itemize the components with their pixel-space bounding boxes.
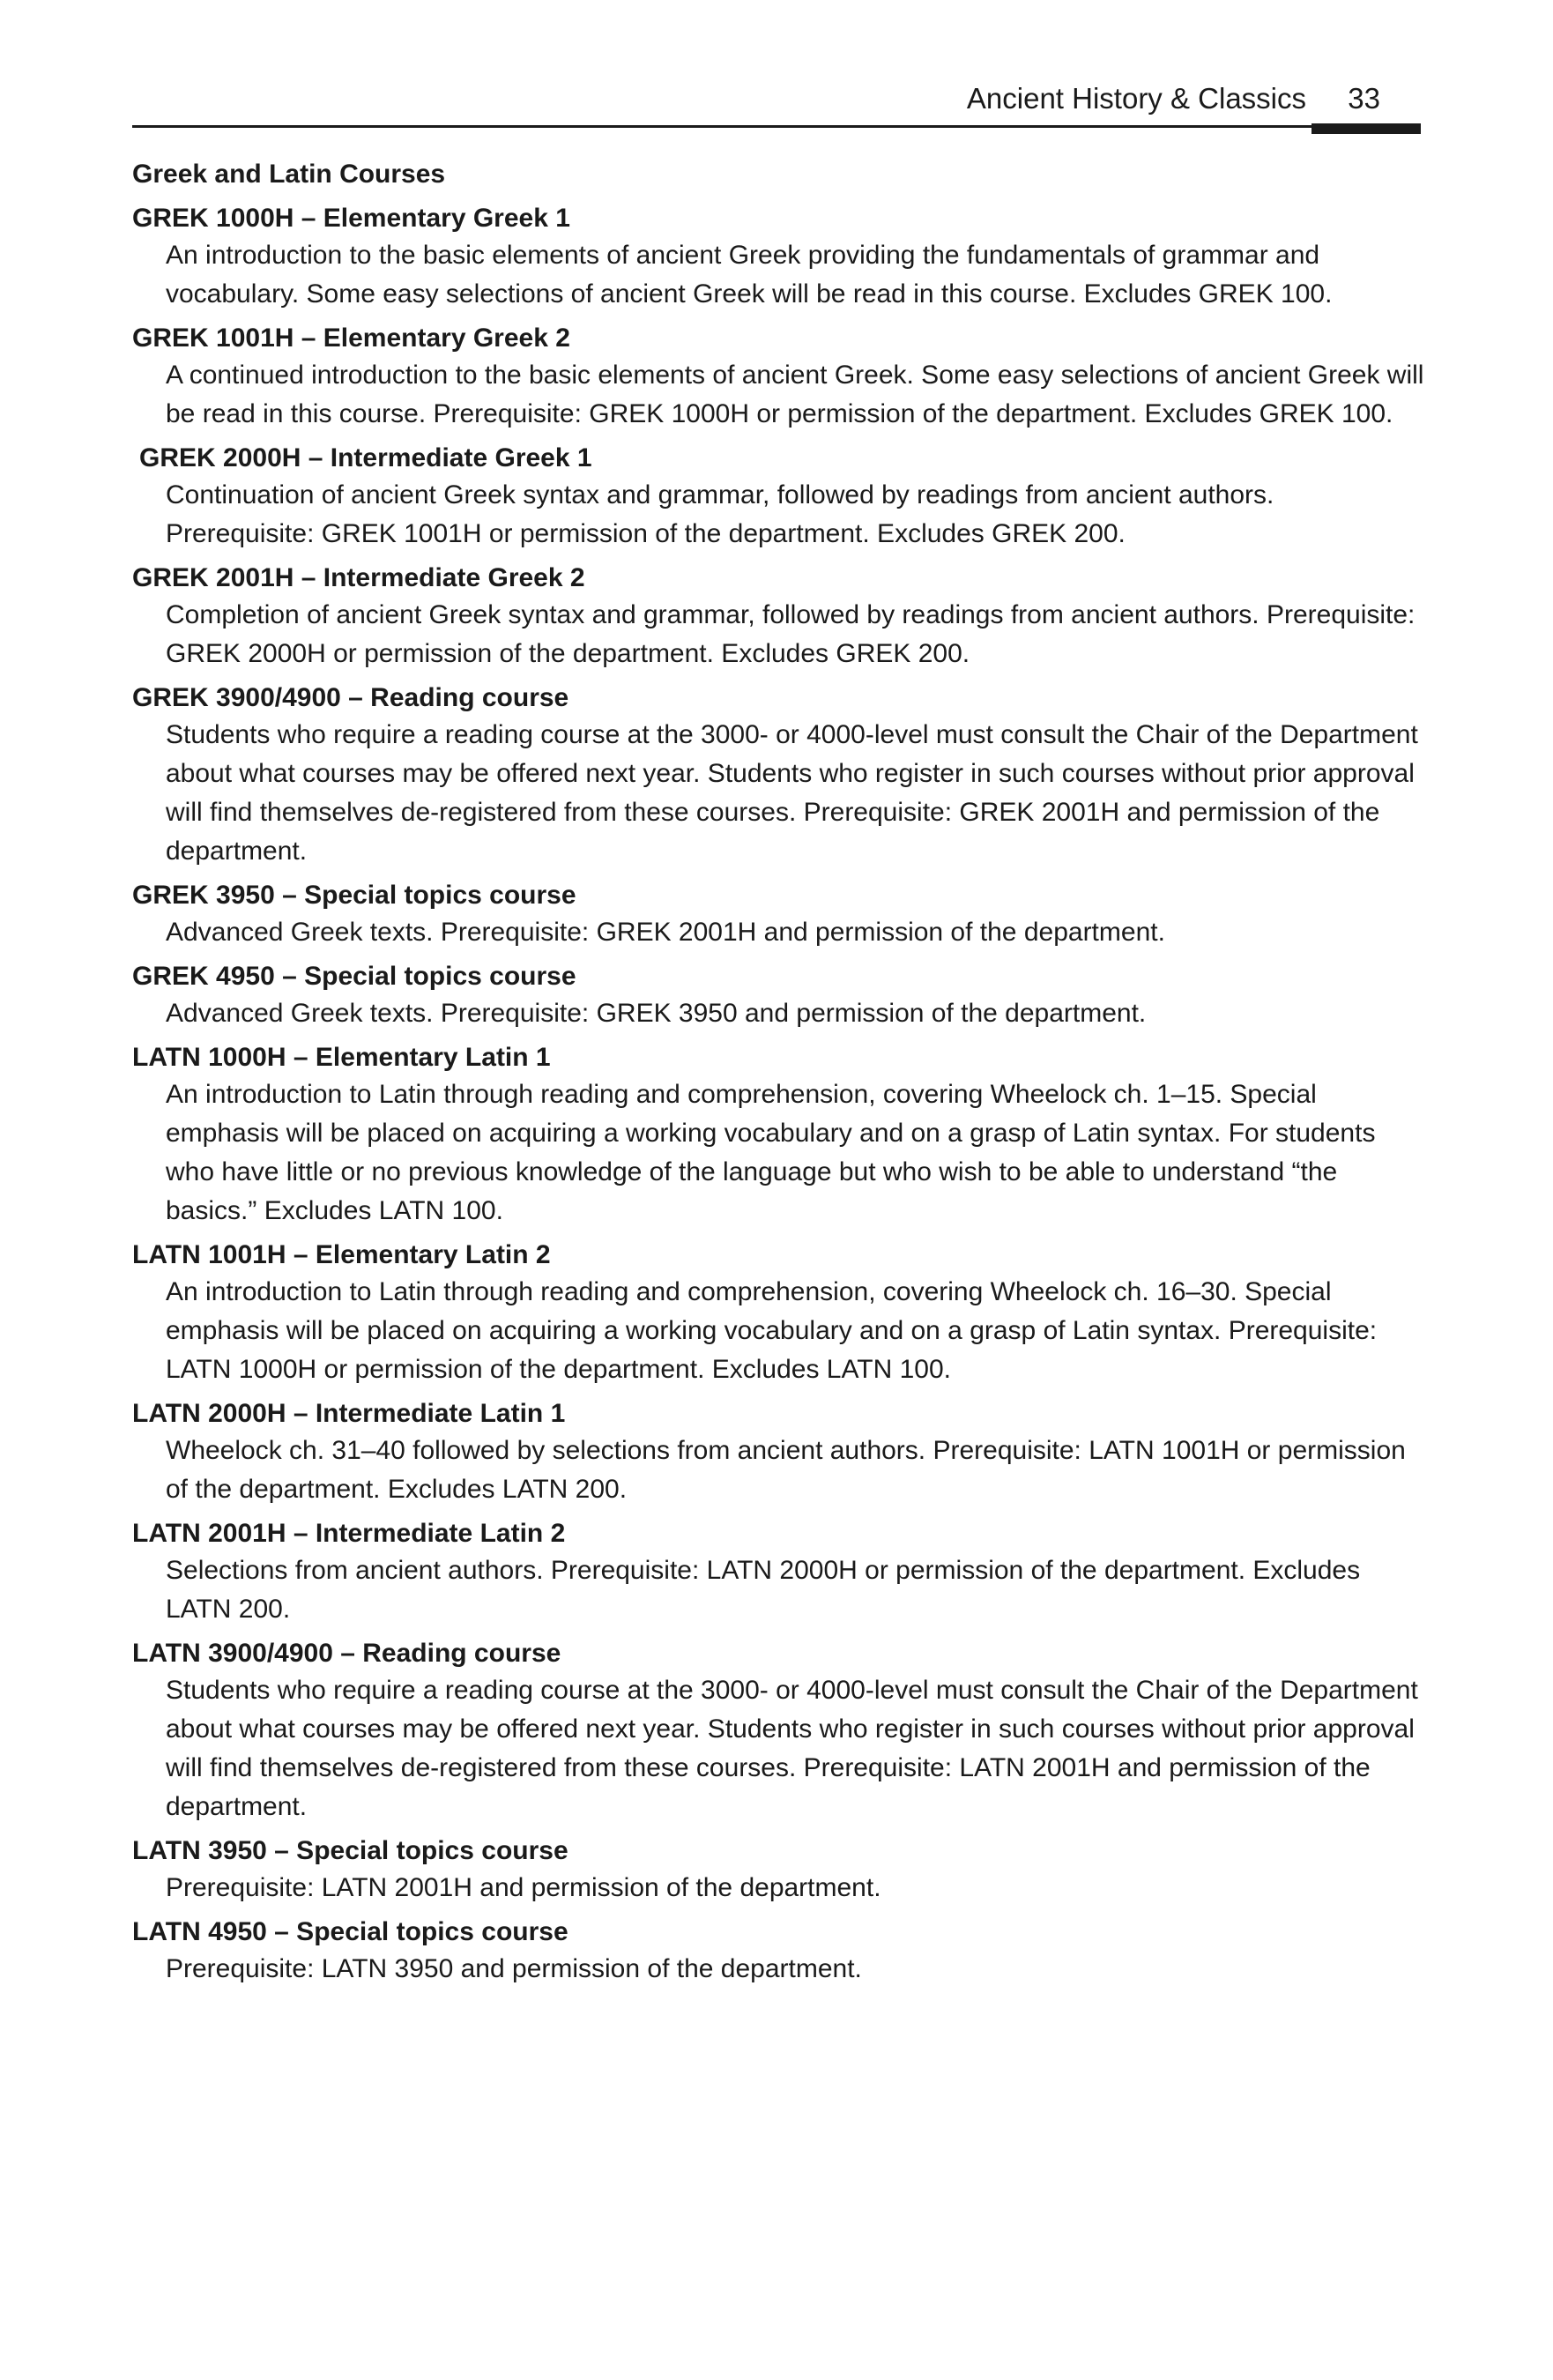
course-description: A continued introduction to the basic elements of ancient Greek. Some easy selections of ancient Greek will be read in this course. Prerequisite: GREK 1000H or permission of the department. Excludes GREK 100. xyxy=(166,361,1424,428)
running-header-title: Ancient History & Classics xyxy=(966,82,1306,115)
course-entry xyxy=(132,1915,1428,1989)
course-title: GREK 4950 – Special topics course xyxy=(132,962,576,991)
course-title: LATN 2000H – Intermediate Latin 1 xyxy=(132,1399,566,1428)
course-description: Students who require a reading course at the 3000- or 4000-level must consult the Chair of the Department about what courses may be offered next year. Students who register in such courses without prior approval will find themselves de-registered from these courses. Prerequisite: LATN 2001H and permission of the department. xyxy=(166,1676,1418,1821)
page-header xyxy=(132,76,1419,128)
course-entry xyxy=(132,441,1428,554)
course-title: GREK 3950 – Special topics course xyxy=(132,881,576,910)
section-heading: Greek and Latin Courses xyxy=(132,160,446,189)
course-description: An introduction to Latin through reading and comprehension, covering Wheelock ch. 1–15. Special emphasis will be placed on acquiring a working vocabulary and on a grasp of Latin syntax. For students who have little or no previous knowledge of the language but who wish to be able to understand “the basics.” Excludes LATN 100. xyxy=(166,1080,1376,1225)
course-entry xyxy=(132,1396,1428,1509)
course-listing xyxy=(132,157,1428,1996)
course-entry xyxy=(132,1040,1428,1231)
course-title: LATN 1001H – Elementary Latin 2 xyxy=(132,1240,551,1269)
course-description: An introduction to the basic elements of ancient Greek providing the fundamentals of grammar and vocabulary. Some easy selections of ancient Greek will be read in this course. Excludes GREK 100. xyxy=(166,241,1333,309)
course-title: LATN 3950 – Special topics course xyxy=(132,1836,568,1865)
course-entry xyxy=(132,201,1428,314)
course-entry xyxy=(132,959,1428,1033)
course-description: An introduction to Latin through reading and comprehension, covering Wheelock ch. 16–30. Special emphasis will be placed on acquiring a working vocabulary and on a grasp of Latin syntax. Prerequisite: LATN 1000H or permission of the department. Excludes LATN 100. xyxy=(166,1277,1378,1384)
course-title: GREK 3900/4900 – Reading course xyxy=(132,683,569,712)
course-description: Continuation of ancient Greek syntax and grammar, followed by readings from ancient authors. Prerequisite: GREK 1001H or permission of the department. Excludes GREK 200. xyxy=(166,480,1274,548)
course-description: Advanced Greek texts. Prerequisite: GREK 2001H and permission of the department. xyxy=(166,918,1165,947)
course-entry xyxy=(132,561,1428,673)
course-title: GREK 2000H – Intermediate Greek 1 xyxy=(139,443,592,472)
course-title: LATN 4950 – Special topics course xyxy=(132,1917,568,1946)
course-entry xyxy=(132,1636,1428,1826)
course-description: Selections from ancient authors. Prerequisite: LATN 2000H or permission of the department. Excludes LATN 200. xyxy=(166,1556,1361,1624)
course-entry xyxy=(132,878,1428,952)
course-description: Advanced Greek texts. Prerequisite: GREK 3950 and permission of the department. xyxy=(166,999,1147,1028)
course-description: Completion of ancient Greek syntax and grammar, followed by readings from ancient authors. Prerequisite: GREK 2000H or permission of the department. Excludes GREK 200. xyxy=(166,600,1416,668)
course-entry xyxy=(132,1238,1428,1389)
course-title: GREK 2001H – Intermediate Greek 2 xyxy=(132,563,585,592)
course-entry xyxy=(132,321,1428,434)
course-title: LATN 3900/4900 – Reading course xyxy=(132,1639,561,1668)
course-description: Prerequisite: LATN 2001H and permission of the department. xyxy=(166,1873,881,1902)
course-entry xyxy=(132,681,1428,871)
course-description: Wheelock ch. 31–40 followed by selections from ancient authors. Prerequisite: LATN 1001H or permission of the department. Excludes LATN 200. xyxy=(166,1436,1406,1504)
course-description: Prerequisite: LATN 3950 and permission of the department. xyxy=(166,1954,862,1983)
course-entry xyxy=(132,1516,1428,1629)
course-entry xyxy=(132,1833,1428,1908)
course-title: LATN 2001H – Intermediate Latin 2 xyxy=(132,1519,566,1548)
course-title: GREK 1000H – Elementary Greek 1 xyxy=(132,204,570,233)
course-title: LATN 1000H – Elementary Latin 1 xyxy=(132,1043,551,1072)
course-description: Students who require a reading course at the 3000- or 4000-level must consult the Chair of the Department about what courses may be offered next year. Students who register in such courses without prior approval will find themselves de-registered from these courses. Prerequisite: GREK 2001H and permission of the department. xyxy=(166,720,1418,866)
course-title: GREK 1001H – Elementary Greek 2 xyxy=(132,324,570,353)
header-tab-bar xyxy=(1312,123,1421,134)
page-number: 33 xyxy=(1348,82,1380,115)
